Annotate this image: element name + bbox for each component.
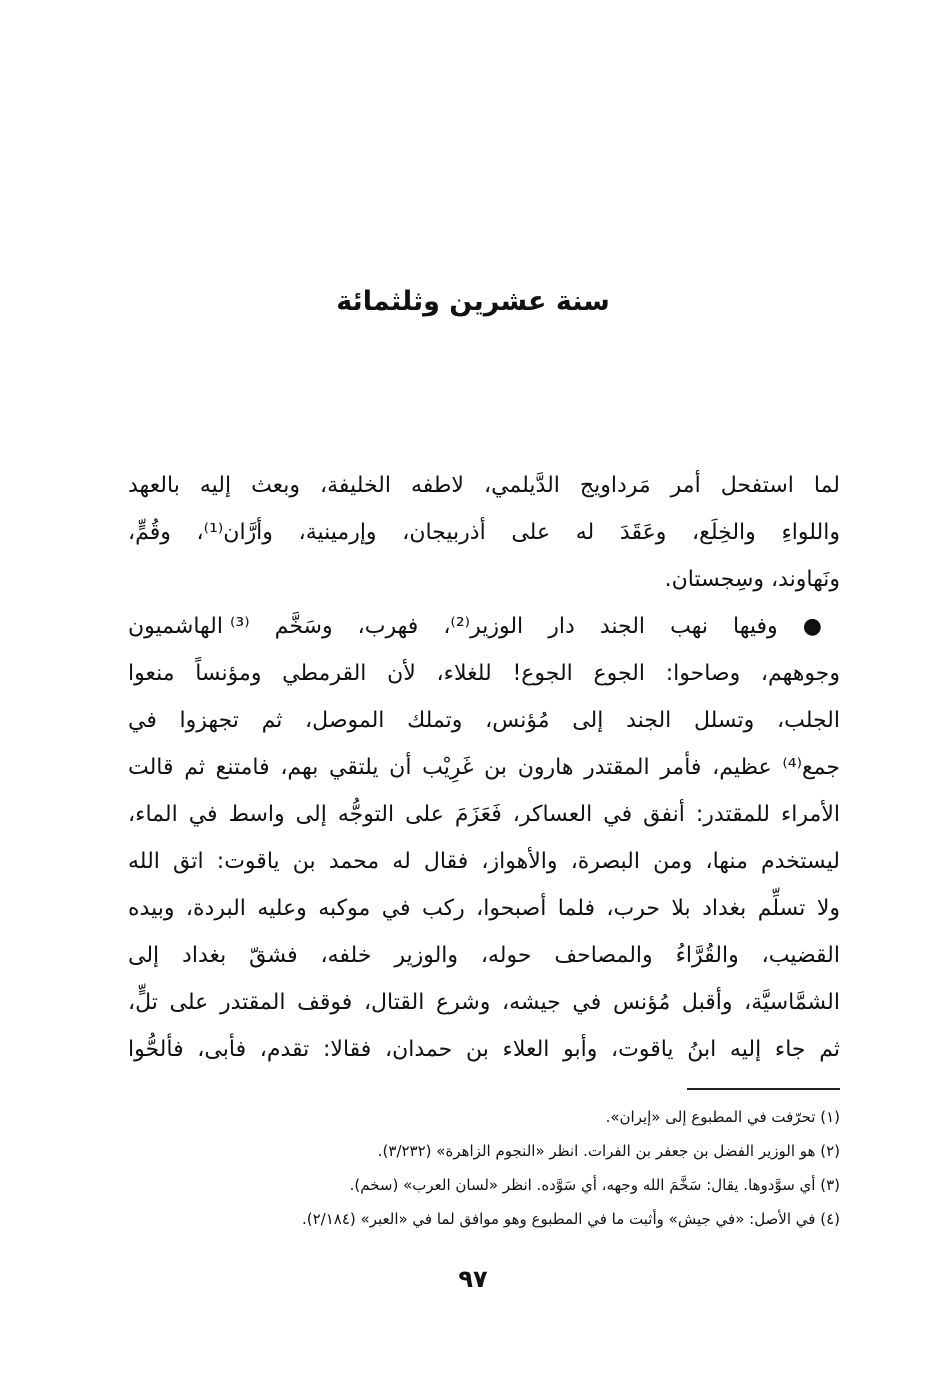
footnote-2: (٢) هو الوزير الفضل بن جعفر بن الفرات. انظر «النجوم الزاهرة» (٣/٢٣٢). bbox=[377, 1142, 840, 1160]
text-line: جمع⁽⁴⁾ عظيم، فأمر المقتدر هارون بن غَرِيْب أن يلتقي بهم، فامتنع ثم قالت bbox=[128, 755, 840, 780]
text-line: الأمراء للمقتدر: أنفق في العساكر، فَعَزَمَ على التوجُّه إلى واسط في الماء، bbox=[128, 802, 840, 827]
footnote-4: (٤) في الأصل: «في جيش» وأثبت ما في المطبوع وهو موافق لما في «العبر» (٢/١٨٤). bbox=[302, 1210, 840, 1228]
footnote-1: (١) تحرّفت في المطبوع إلى «إيران». bbox=[605, 1108, 840, 1126]
text-line: واللواءِ والخِلَع، وعَقَدَ له على أذربيجان، وإرمينية، وأرَّان⁽¹⁾، وقُمٍّ، bbox=[128, 520, 840, 545]
body-text bbox=[128, 462, 840, 1073]
text-line: القضيب، والقُرَّاءُ والمصاحف حوله، والوزير خلفه، فشقّ بغداد إلى bbox=[128, 943, 840, 968]
text-line: الجلب، وتسلل الجند إلى مُؤنس، وتملك الموصل، ثم تجهزوا في bbox=[128, 708, 840, 733]
text-line: لما استفحل أمر مَرداويج الدَّيلمي، لاطفه الخليفة، وبعث إليه بالعهد bbox=[128, 473, 840, 498]
paragraph-2 bbox=[128, 603, 840, 1073]
page-number: ٩٧ bbox=[458, 1265, 488, 1293]
chapter-title: سنة عشرين وثلثمائة bbox=[336, 286, 610, 317]
text-line: ليستخدم منها، ومن البصرة، والأهواز، فقال له محمد بن ياقوت: اتق الله bbox=[128, 849, 840, 874]
text-line: الشمَّاسيَّة، وأقبل مُؤنس في جيشه، وشرع القتال، فوقف المقتدر على تلٍّ، bbox=[128, 990, 840, 1015]
text-line: ● وفيها نهب الجند دار الوزير⁽²⁾، فهرب، وسَخَّم ⁽³⁾ الهاشميون bbox=[128, 614, 840, 639]
footnote-3: (٣) أي سوَّدوها. يقال: سَخَّمَ الله وجهه، أي سَوَّده. انظر «لسان العرب» (سخم). bbox=[349, 1176, 840, 1194]
paragraph-1 bbox=[128, 462, 840, 603]
text-line: ولا تسلِّم بغداد بلا حرب، فلما أصبحوا، ركب في موكبه وعليه البردة، وبيده bbox=[128, 896, 840, 921]
footnote-divider bbox=[687, 1088, 840, 1090]
footnotes bbox=[128, 1100, 840, 1236]
text-line: ثم جاء إليه ابنُ ياقوت، وأبو العلاء بن حمدان، فقالا: تقدم، فأبى، فألحُّوا bbox=[128, 1037, 840, 1062]
text-line: ونَهاوند، وسِجستان. bbox=[664, 567, 840, 592]
text-line: وجوههم، وصاحوا: الجوع الجوع! للغلاء، لأن القرمطي ومؤنساً منعوا bbox=[128, 661, 840, 686]
